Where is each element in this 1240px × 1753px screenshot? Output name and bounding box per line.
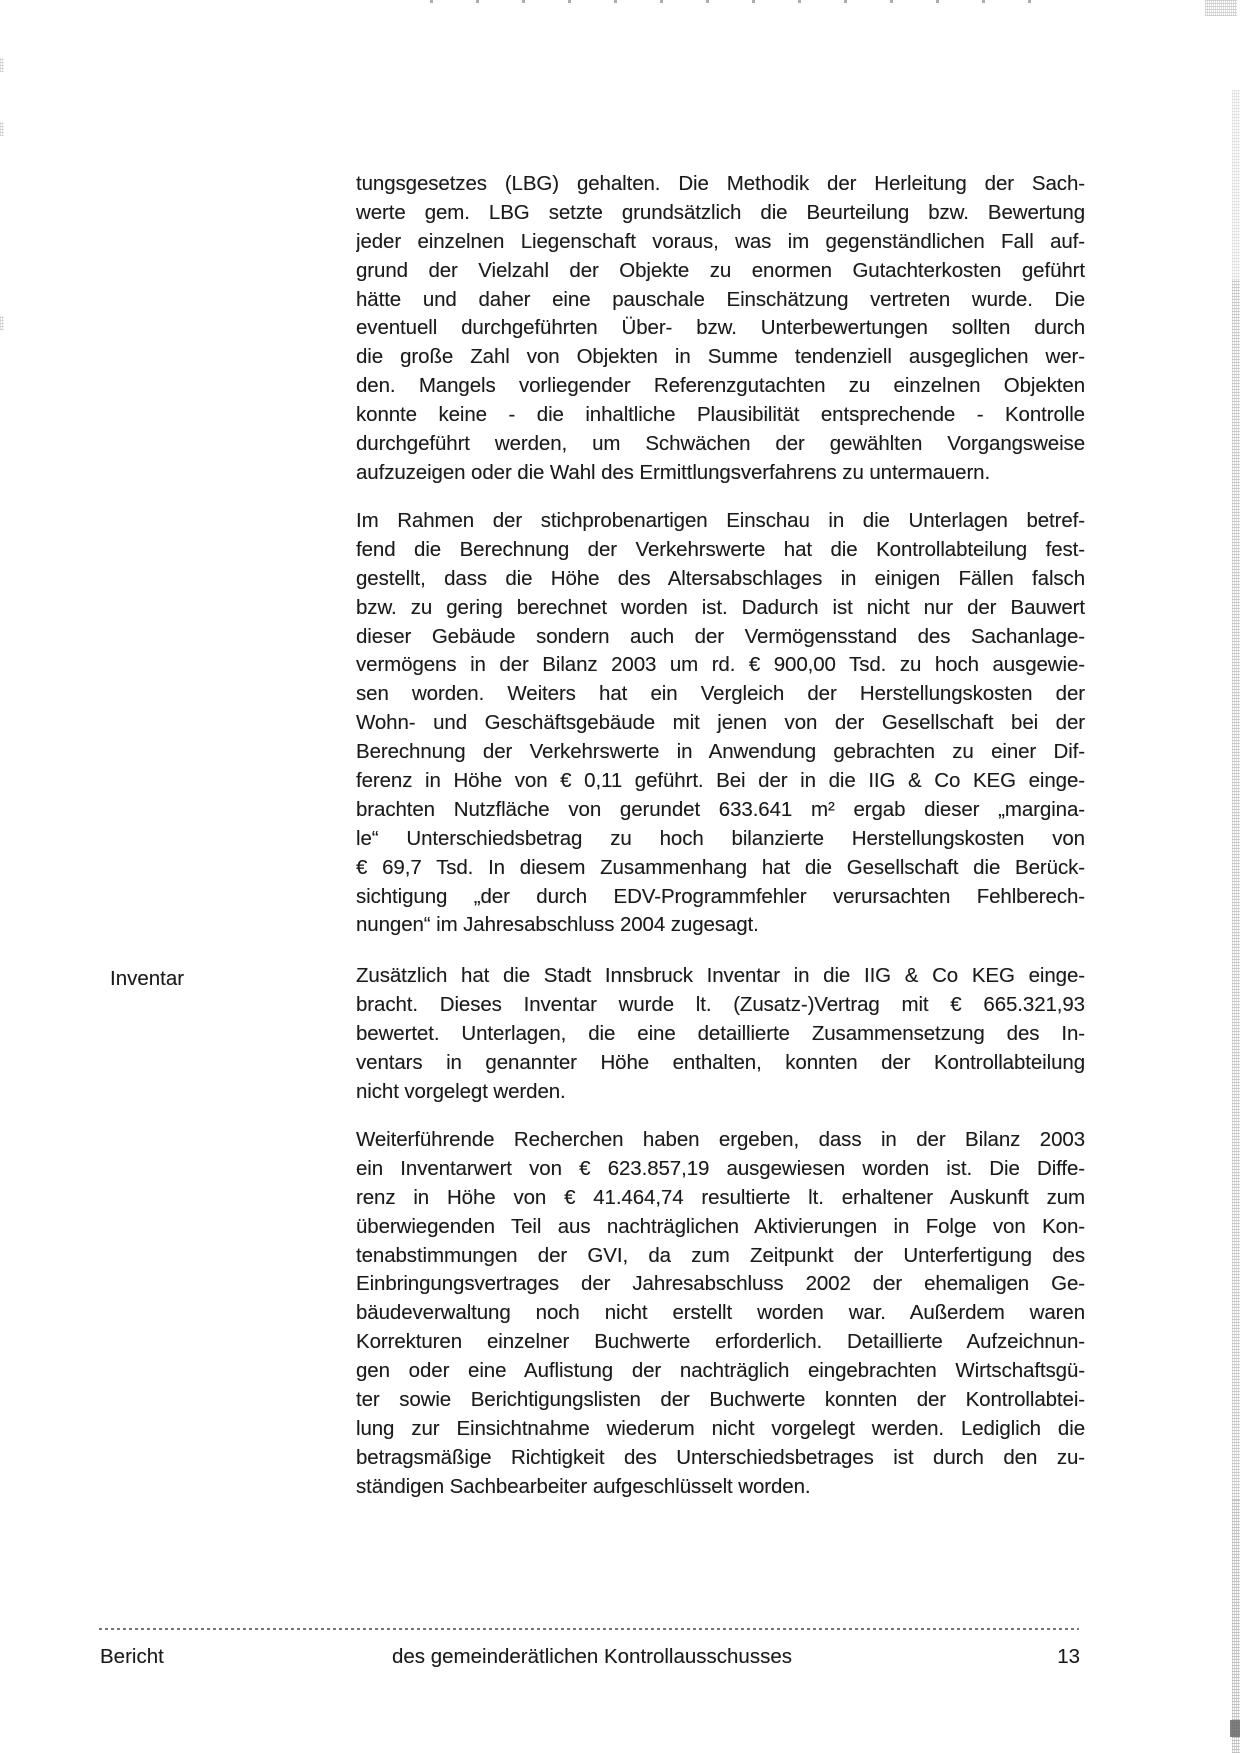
- text-line: Weiterführende Recherchen haben ergeben, dass in der Bilanz 2003: [356, 1128, 1085, 1151]
- text-line: brachten Nutzfläche von gerundet 633.641 m² ergab dieser „margina-: [356, 797, 1085, 821]
- text-line: durchgeführt werden, um Schwächen der gewählten Vorgangsweise: [356, 432, 1085, 456]
- text-line: ständigen Sachbearbeiter aufgeschlüsselt worden.: [356, 1474, 811, 1498]
- text-line: bracht. Dieses Inventar wurde lt. (Zusatz-)Vertrag mit € 665.321,93: [356, 992, 1085, 1016]
- scan-noise-right-strip: [1232, 90, 1240, 280]
- text-line: eventuell durchgeführten Über- bzw. Unterbewertungen sollten durch: [356, 316, 1085, 340]
- text-line: ter sowie Berichtigungslisten der Buchwerte konnten der Kontrollabtei-: [356, 1388, 1085, 1412]
- scan-noise-right-dark-block: [1230, 1720, 1240, 1737]
- text-line: ferenz in Höhe von € 0,11 geführt. Bei der in die IIG & Co KEG einge-: [356, 769, 1085, 793]
- text-line: fend die Berechnung der Verkehrswerte hat die Kontrollabteilung fest-: [356, 537, 1085, 561]
- scan-noise-top-edge: [430, 0, 1050, 3]
- text-line: ventars in genannter Höhe enthalten, konnten der Kontrollabteilung: [356, 1050, 1085, 1074]
- text-line: überwiegenden Teil aus nachträglichen Aktivierungen in Folge von Kon-: [356, 1214, 1085, 1238]
- text-line: Im Rahmen der stichprobenartigen Einschau in die Unterlagen betref-: [356, 509, 1085, 532]
- text-line: gen oder eine Auflistung der nachträglich eingebrachten Wirtschaftsgü-: [356, 1359, 1085, 1383]
- text-line: le“ Unterschiedsbetrag zu hoch bilanzierte Herstellungskosten von: [356, 826, 1085, 850]
- text-line: bzw. zu gering berechnet worden ist. Dadurch ist nicht nur der Bauwert: [356, 595, 1085, 619]
- text-line: hätte und daher eine pauschale Einschätzung vertreten wurde. Die: [356, 287, 1085, 311]
- paragraph: [356, 962, 1085, 1106]
- text-line: vermögens in der Bilanz 2003 um rd. € 900,00 Tsd. zu hoch ausgewie-: [356, 653, 1085, 677]
- text-line: Einbringungsvertrages der Jahresabschluss 2002 der ehemaligen Ge-: [356, 1272, 1085, 1296]
- paragraph: [356, 170, 1085, 488]
- text-line: Wohn- und Geschäftsgebäude mit jenen von der Gesellschaft bei der: [356, 711, 1085, 735]
- text-line: grund der Vielzahl der Objekte zu enormen Gutachterkosten geführt: [356, 258, 1085, 282]
- text-line: aufzuzeigen oder die Wahl des Ermittlungsverfahrens zu untermauern.: [356, 460, 991, 484]
- text-line: dieser Gebäude sondern auch der Vermögensstand des Sachanlage-: [356, 624, 1085, 648]
- text-line: € 69,7 Tsd. In diesem Zusammenhang hat die Gesellschaft die Berück-: [356, 855, 1085, 879]
- footer-document-subtitle: des gemeinderätlichen Kontrollausschusses: [392, 1645, 792, 1668]
- text-line: tungsgesetzes (LBG) gehalten. Die Methodik der Herleitung der Sach-: [356, 172, 1085, 195]
- footer-divider: [99, 1628, 1079, 1630]
- text-line: gestellt, dass die Höhe des Altersabschlages in einigen Fällen falsch: [356, 566, 1085, 590]
- text-line: werte gem. LBG setzte grundsätzlich die Beurteilung bzw. Bewertung: [356, 200, 1085, 224]
- margin-label-inventar: Inventar: [110, 967, 185, 990]
- scan-noise-right-strip: [1232, 1500, 1240, 1753]
- text-line: renz in Höhe von € 41.464,74 resultierte lt. erhaltener Auskunft zum: [356, 1185, 1085, 1209]
- text-line: den. Mangels vorliegender Referenzgutachten zu einzelnen Objekten: [356, 374, 1085, 398]
- paragraph: [356, 1126, 1085, 1502]
- scan-noise-left-speck: [0, 122, 4, 136]
- text-line: nungen“ im Jahresabschluss 2004 zugesagt.: [356, 913, 759, 937]
- scan-noise-right-strip: [1232, 280, 1240, 1500]
- text-line: lung zur Einsichtnahme wiederum nicht vorgelegt werden. Lediglich die: [356, 1416, 1085, 1440]
- text-line: bäudeverwaltung noch nicht erstellt worden war. Außerdem waren: [356, 1301, 1085, 1325]
- text-line: sichtigung „der durch EDV-Programmfehler verursachten Fehlberech-: [356, 884, 1085, 908]
- text-line: Korrekturen einzelner Buchwerte erforderlich. Detaillierte Aufzeichnun-: [356, 1330, 1085, 1354]
- text-line: betragsmäßige Richtigkeit des Unterschiedsbetrages ist durch den zu-: [356, 1445, 1085, 1469]
- scan-noise-top-right-smudge: [1205, 0, 1237, 16]
- text-line: ein Inventarwert von € 623.857,19 ausgewiesen worden ist. Die Diffe-: [356, 1156, 1085, 1180]
- text-line: die große Zahl von Objekten in Summe tendenziell ausgeglichen wer-: [356, 345, 1085, 369]
- scan-noise-left-speck: [0, 58, 4, 72]
- text-line: Zusätzlich hat die Stadt Innsbruck Inventar in die IIG & Co KEG einge-: [356, 964, 1085, 987]
- text-line: tenabstimmungen der GVI, da zum Zeitpunkt der Unterfertigung des: [356, 1243, 1085, 1267]
- text-line: nicht vorgelegt werden.: [356, 1079, 566, 1103]
- text-line: bewertet. Unterlagen, die eine detaillierte Zusammensetzung des In-: [356, 1021, 1085, 1045]
- footer-document-type: Bericht: [100, 1645, 164, 1668]
- text-line: jeder einzelnen Liegenschaft voraus, was im gegenständlichen Fall auf-: [356, 229, 1085, 253]
- scan-noise-left-speck: [0, 316, 4, 330]
- text-line: sen worden. Weiters hat ein Vergleich der Herstellungskosten der: [356, 682, 1085, 706]
- text-line: Berechnung der Verkehrswerte in Anwendung gebrachten zu einer Dif-: [356, 740, 1085, 764]
- footer-page-number: 13: [1057, 1645, 1080, 1668]
- text-line: konnte keine - die inhaltliche Plausibilität entsprechende - Kontrolle: [356, 403, 1085, 427]
- paragraph: [356, 507, 1085, 940]
